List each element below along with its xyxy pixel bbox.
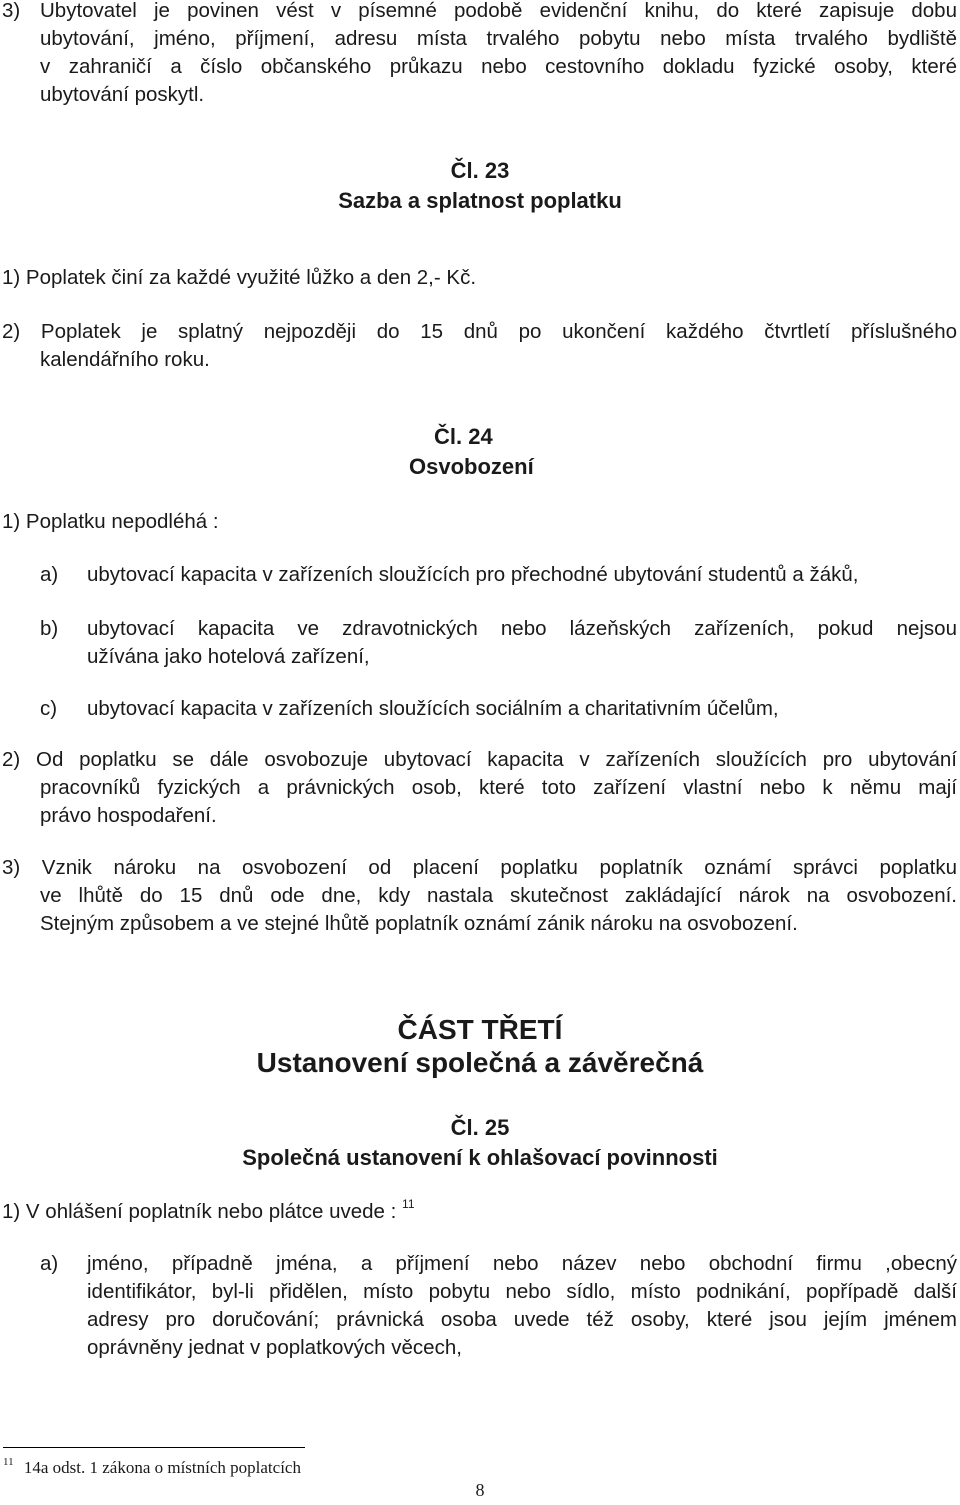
paragraph-text: 1) V ohlášení poplatník nebo plátce uvede : — [2, 1200, 397, 1223]
item-marker: a) — [40, 1252, 59, 1275]
item-line: jméno, případně jména, a příjmení nebo název nebo obchodní firmu ,obecný — [87, 1252, 957, 1275]
paragraph-line: právo hospodaření. — [40, 804, 217, 827]
footnote-separator — [3, 1447, 305, 1448]
article-25-number: Čl. 25 — [450, 1115, 510, 1140]
item-line: ubytovací kapacita v zařízeních sloužících sociálním a charitativním účelům, — [87, 697, 779, 720]
footnote-text: 14a odst. 1 zákona o místních poplatcích — [23, 1458, 301, 1477]
item-line: adresy pro doručování; právnická osoba uvede též osoby, které jsou jejím jménem — [87, 1308, 957, 1331]
page-number: 8 — [475, 1480, 485, 1500]
paragraph-3-ubytovatel — [2, 0, 957, 109]
paragraph-line: kalendářního roku. — [40, 348, 210, 371]
article-23-paragraph-1: 1) Poplatek činí za každé využité lůžko a den 2,- Kč. — [2, 266, 477, 289]
item-line: užívána jako hotelová zařízení, — [87, 645, 370, 668]
paragraph-line: 3) Vznik nároku na osvobození od placení poplatku poplatník oznámí správci poplatku — [2, 856, 957, 879]
paragraph-line: ubytování poskytl. — [40, 83, 205, 106]
paragraph-line: v zahraničí a číslo občanského průkazu nebo cestovního dokladu fyzické osoby, které — [40, 55, 957, 78]
paragraph-line: ve lhůtě do 15 dnů ode dne, kdy nastala skutečnost zakládající nárok na osvobození. — [40, 884, 957, 907]
article-24-title: Osvobození — [409, 454, 534, 479]
part-title: ČÁST TŘETÍ — [397, 1014, 563, 1045]
article-25-title: Společná ustanovení k ohlašovací povinnosti — [242, 1145, 718, 1170]
exemption-item-c — [40, 695, 957, 723]
footnote-number: 11 — [3, 1456, 14, 1468]
part-subtitle: Ustanovení společná a závěrečná — [256, 1047, 704, 1078]
exemption-item-b — [40, 615, 957, 671]
paragraph-line: 2) Poplatek je splatný nejpozději do 15 dnů po ukončení každého čtvrtletí příslušného — [2, 320, 957, 343]
footnote-reference: 11 — [402, 1197, 415, 1211]
article-24-paragraph-2 — [2, 746, 957, 830]
paragraph-number: 3) — [2, 0, 21, 22]
article-23-title: Sazba a splatnost poplatku — [338, 188, 622, 213]
article-23-number: Čl. 23 — [450, 158, 510, 183]
paragraph-line: Ubytovatel je povinen vést v písemné podobě evidenční knihu, do které zapisuje dobu — [40, 0, 957, 22]
article-23-paragraph-2 — [2, 318, 957, 374]
exemption-item-a — [40, 561, 957, 589]
item-line: ubytovací kapacita v zařízeních sloužících pro přechodné ubytování studentů a žáků, — [87, 563, 859, 586]
item-marker: a) — [40, 563, 59, 586]
item-marker: b) — [40, 617, 59, 640]
item-line: oprávněny jednat v poplatkových věcech, — [87, 1336, 462, 1359]
article-24-paragraph-3 — [2, 854, 957, 938]
footnote — [3, 1456, 301, 1482]
paragraph-line: Stejným způsobem a ve stejné lhůtě poplatník oznámí zánik nároku na osvobození. — [40, 912, 798, 935]
article-24-number: Čl. 24 — [434, 424, 493, 449]
notification-item-a — [40, 1250, 957, 1362]
item-marker: c) — [40, 697, 58, 720]
paragraph-line: 2) Od poplatku se dále osvobozuje ubytovací kapacita v zařízeních sloužících pro ubytování — [2, 748, 957, 771]
paragraph-line: pracovníků fyzických a právnických osob, které toto zařízení vlastní nebo k němu mají — [40, 776, 957, 799]
item-line: identifikátor, byl-li přidělen, místo pobytu nebo sídlo, místo podnikání, popřípadě další — [87, 1280, 957, 1303]
item-line: ubytovací kapacita ve zdravotnických nebo lázeňských zařízeních, pokud nejsou — [87, 617, 957, 640]
article-24-paragraph-1: 1) Poplatku nepodléhá : — [2, 510, 219, 533]
paragraph-line: ubytování, jméno, příjmení, adresu místa trvalého pobytu nebo místa trvalého bydliště — [40, 27, 957, 50]
article-25-paragraph-1 — [2, 1198, 415, 1228]
